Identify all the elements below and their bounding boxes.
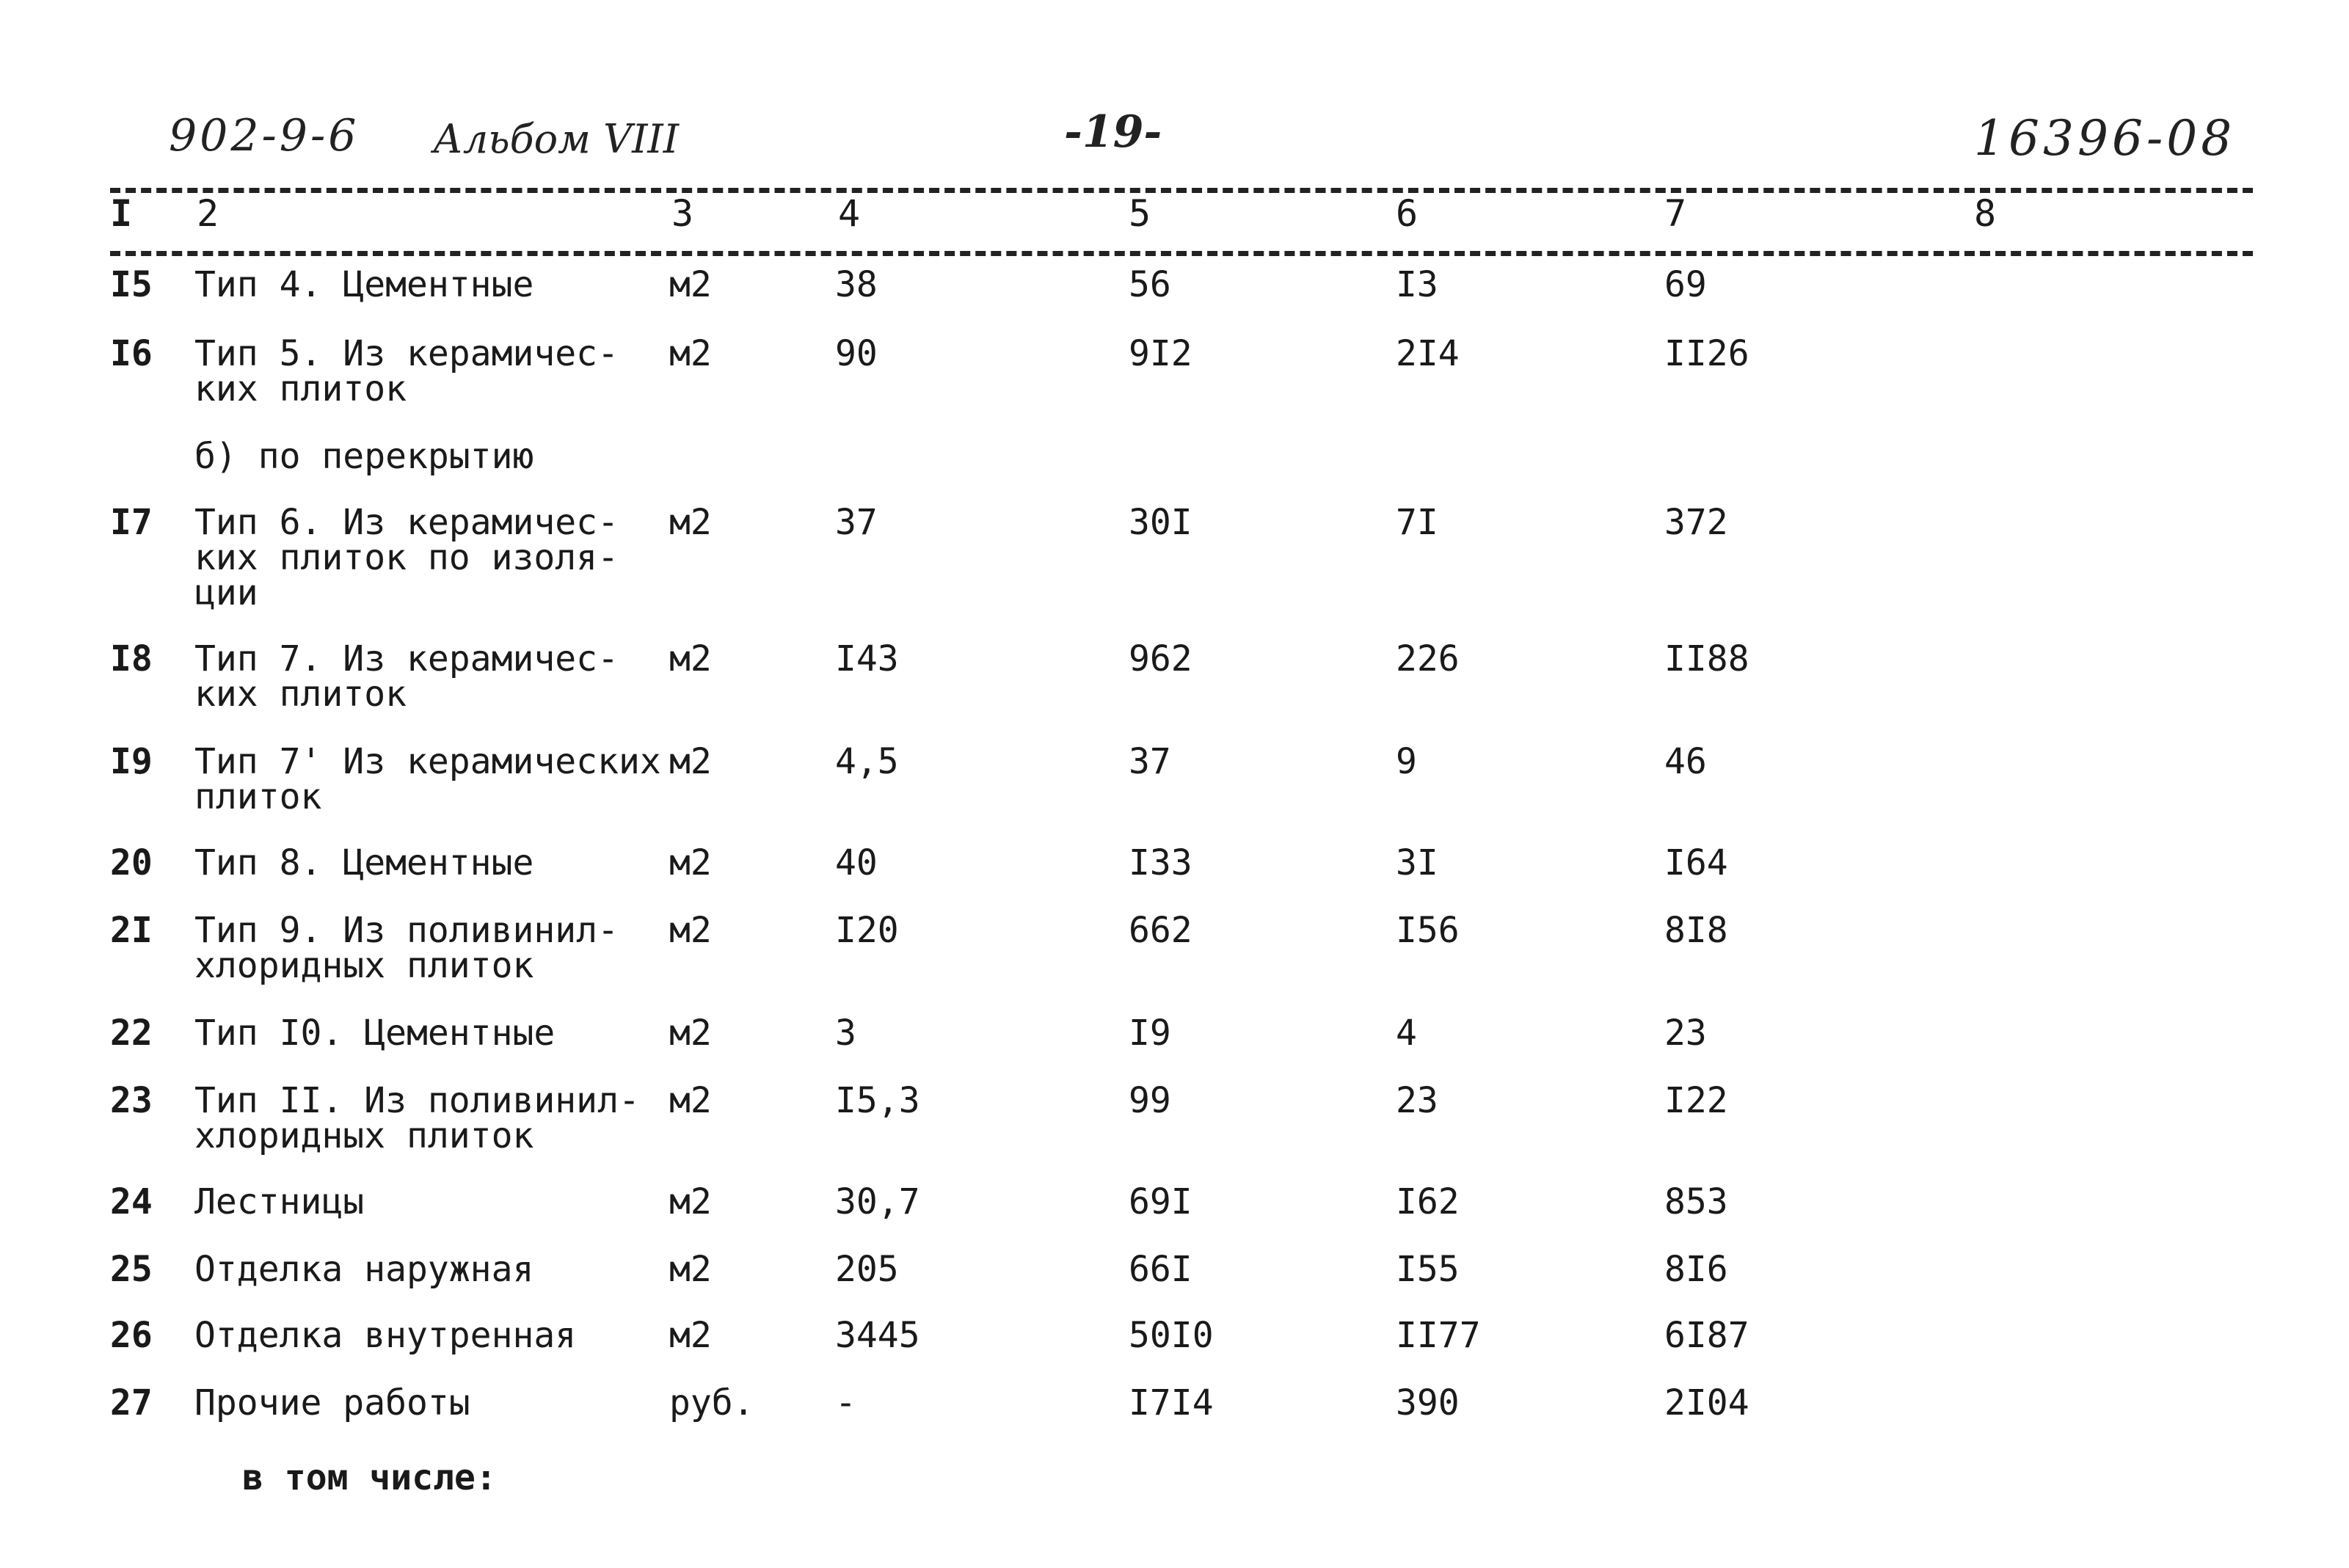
column-header-1: I (110, 192, 133, 235)
row-name: Лестницы (194, 1181, 365, 1222)
row-number: 26 (110, 1315, 153, 1356)
row-name: Тип 8. Цементные (194, 842, 534, 883)
row-col5: 66I (1129, 1249, 1192, 1290)
row-number: 22 (110, 1013, 153, 1054)
album-label: Альбом VIII (433, 116, 680, 162)
row-number: 20 (110, 842, 153, 883)
row-col6: 2I4 (1396, 333, 1460, 374)
row-col5: I33 (1129, 842, 1192, 883)
row-name: Отделка внутренная (194, 1315, 577, 1356)
row-col6: 4 (1396, 1013, 1417, 1054)
row-number: I9 (110, 741, 153, 782)
row-col4: 30,7 (835, 1181, 920, 1222)
row-col5: 37 (1129, 741, 1171, 782)
row-col6: 9 (1396, 741, 1417, 782)
row-col4: 4,5 (835, 741, 899, 782)
row-number: 23 (110, 1080, 153, 1121)
row-col5: I7I4 (1129, 1382, 1214, 1423)
row-name: Прочие работы (194, 1382, 470, 1423)
row-col5: 56 (1129, 264, 1171, 305)
row-col4: I20 (835, 910, 899, 951)
row-col5: I9 (1129, 1013, 1171, 1054)
row-number: 24 (110, 1181, 153, 1222)
row-col7: 2I04 (1664, 1382, 1749, 1423)
row-col7: 46 (1664, 741, 1707, 782)
column-header-8: 8 (1974, 192, 1997, 235)
row-col7: 372 (1664, 502, 1728, 543)
row-unit: м2 (669, 1315, 712, 1356)
row-col6: I62 (1396, 1181, 1460, 1222)
row-col6: 226 (1396, 638, 1460, 679)
row-col6: 3I (1396, 842, 1438, 883)
row-unit: м2 (669, 264, 712, 305)
row-unit: руб. (669, 1382, 754, 1423)
section-subheading: б) по перекрытию (194, 436, 534, 477)
row-number: 25 (110, 1249, 153, 1290)
column-header-5: 5 (1129, 192, 1151, 235)
row-number: 2I (110, 910, 153, 951)
row-col4: 3445 (835, 1315, 920, 1356)
row-unit: м2 (669, 842, 712, 883)
row-unit: м2 (669, 638, 712, 679)
row-col7: I22 (1664, 1080, 1728, 1121)
row-col6: 23 (1396, 1080, 1438, 1121)
row-col5: 962 (1129, 638, 1192, 679)
row-col6: I55 (1396, 1249, 1460, 1290)
row-unit: м2 (669, 502, 712, 543)
row-col7: I64 (1664, 842, 1728, 883)
column-header-7: 7 (1664, 192, 1687, 235)
row-unit: м2 (669, 333, 712, 374)
row-col6: I3 (1396, 264, 1438, 305)
document-code: 902-9-6 (169, 110, 360, 161)
row-col6: 7I (1396, 502, 1438, 543)
row-number: I6 (110, 333, 153, 374)
row-name: Тип I0. Цементные (194, 1013, 556, 1054)
row-col6: II77 (1396, 1315, 1481, 1356)
row-col5: 9I2 (1129, 333, 1192, 374)
row-name: Тип 6. Из керамичес- ких плиток по изоля- ции (194, 502, 619, 613)
row-name: Тип 7' Из керамических плиток (194, 741, 661, 817)
row-name: Тип II. Из поливинил- хлоридных плиток (194, 1080, 640, 1156)
row-unit: м2 (669, 1181, 712, 1222)
row-col4: I43 (835, 638, 899, 679)
row-col5: 69I (1129, 1181, 1192, 1222)
row-col4: - (835, 1382, 856, 1423)
row-col7: 8I6 (1664, 1249, 1728, 1290)
row-col4: 38 (835, 264, 878, 305)
row-col4: 3 (835, 1013, 856, 1054)
row-col7: II88 (1664, 638, 1749, 679)
row-col4: 205 (835, 1249, 899, 1290)
row-unit: м2 (669, 1013, 712, 1054)
row-number: I5 (110, 264, 153, 305)
row-name: Тип 9. Из поливинил- хлоридных плиток (194, 910, 619, 986)
row-col5: 50I0 (1129, 1315, 1214, 1356)
column-header-6: 6 (1396, 192, 1418, 235)
row-name: Тип 7. Из керамичес- ких плиток (194, 638, 619, 715)
column-header-4: 4 (838, 192, 861, 235)
including-subheading: в том числе: (242, 1457, 497, 1498)
row-number: I7 (110, 502, 153, 543)
column-header-2: 2 (197, 192, 219, 235)
row-number: 27 (110, 1382, 153, 1423)
row-col7: 69 (1664, 264, 1707, 305)
row-col6: I56 (1396, 910, 1460, 951)
page-number: -19- (1064, 106, 1162, 158)
row-col4: 40 (835, 842, 878, 883)
header-top-rule (110, 188, 2253, 193)
row-col7: 8I8 (1664, 910, 1728, 951)
row-number: I8 (110, 638, 153, 679)
row-name: Тип 5. Из керамичес- ких плиток (194, 333, 619, 409)
row-col7: 6I87 (1664, 1315, 1749, 1356)
row-unit: м2 (669, 910, 712, 951)
row-unit: м2 (669, 1249, 712, 1290)
row-col6: 390 (1396, 1382, 1460, 1423)
row-col7: 23 (1664, 1013, 1707, 1054)
row-col5: 99 (1129, 1080, 1171, 1121)
row-col7: II26 (1664, 333, 1749, 374)
row-unit: м2 (669, 1080, 712, 1121)
column-header-3: 3 (671, 192, 694, 235)
row-unit: м2 (669, 741, 712, 782)
row-col4: 37 (835, 502, 878, 543)
row-col4: I5,3 (835, 1080, 920, 1121)
row-col7: 853 (1664, 1181, 1728, 1222)
sheet-number: 16396-08 (1974, 110, 2236, 167)
row-name: Тип 4. Цементные (194, 264, 534, 305)
row-name: Отделка наружная (194, 1249, 534, 1290)
header-bottom-rule (110, 251, 2253, 256)
row-col5: 30I (1129, 502, 1192, 543)
row-col5: 662 (1129, 910, 1192, 951)
row-col4: 90 (835, 333, 878, 374)
